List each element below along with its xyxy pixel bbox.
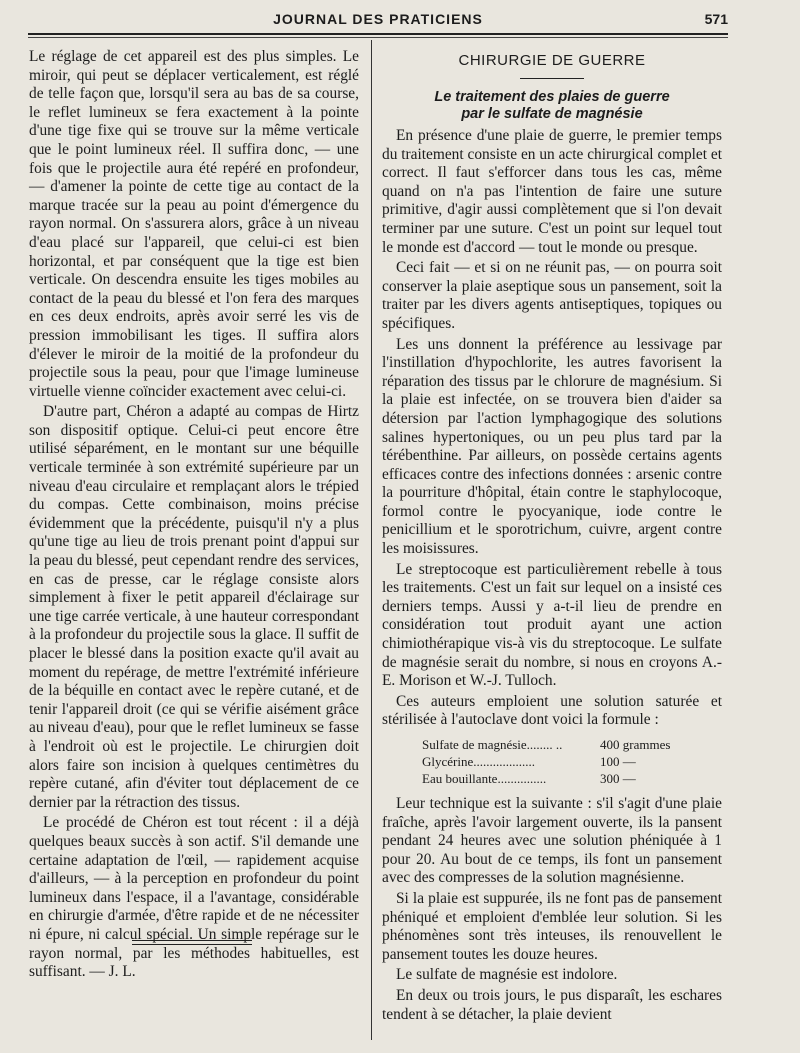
formula-row	[422, 770, 692, 787]
formula-quantity: 400 grammes	[600, 737, 671, 752]
paragraph: Ces auteurs emploient une solution saturée et stérilisée à l'autoclave dont voici la formule :	[382, 692, 722, 729]
formula-ingredient: Sulfate de magnésie........ ..	[422, 737, 563, 752]
right-column	[382, 52, 722, 1026]
formula-ingredient: Glycérine...................	[422, 754, 536, 769]
article-title-line: par le sulfate de magnésie	[461, 106, 643, 122]
paragraph: En deux ou trois jours, le pus disparaît, les eschares tendent à se détacher, la plaie devient	[382, 986, 722, 1023]
header-rule	[28, 33, 728, 38]
paragraph: Les uns donnent la préférence au lessivage par l'instillation d'hypochlorite, les autres favorisent la réparation des tissus par le chlorure de magnésium. Si la plaie est infectée, on se trouvera bien d'aider sa détersion par l'action lymphagogique des solutions salines hypertoniques, ou un peu plus tard par la térébenthine. Par ailleurs, on possède certains agents efficaces contre des infections données : arsenic contre la pourriture d'hôpital, étain contre le staphylocoque, formol contre le pyocyanique, iode contre le penicillium et le sporotrichum, cuivre, argent contre les moisissures.	[382, 335, 722, 558]
formula-quantity: 300 —	[600, 771, 636, 786]
paragraph: Leur technique est la suivante : s'il s'agit d'une plaie fraîche, après l'avoir largement ouverte, ils la pansent pendant 24 heures avec une solution phéniquée à 1 pour 20. Au bout de ce temps, ils font un pansement avec des compresses de la solution magnésienne.	[382, 795, 722, 887]
formula-ingredient: Eau bouillante...............	[422, 771, 547, 786]
paragraph: Le réglage de cet appareil est des plus simples. Le miroir, qui peut se déplacer verticalement, est réglé de telle façon que, lorsqu'il sera au bas de sa course, le reflet lumineux se fera exactement à la pointe d'une tige fixe qui se trouve sur la même verticale que le point lumineux réel. Il suffira donc, — une fois que le projectile aura été repéré en profondeur, — d'amener la pointe de cette tige au contact de la marque tracée sur la peau au point d'émergence du rayon normal. On s'assurera alors, grâce à un niveau d'eau placé sur l'appareil, que celui-ci est bien horizontal, et par conséquent que la tige est bien verticale. On descendra ensuite les tiges mobiles au contact de la peau du blessé et l'on fera des marques en ces deux endroits, après avoir serré les vis de pression immobilisant les tiges. Il suffira alors d'élever le miroir de la moitié de la profondeur du projectile sous la peau, pour que l'image lumineuse virtuelle vienne coïncider exactement avec celui-ci.	[29, 48, 359, 400]
paragraph: Si la plaie est suppurée, ils ne font pas de pansement phéniqué et emploient d'emblée leur solution. Si les phénomènes sont très inteuses, ils renouvellent le pansement toutes les douze heures.	[382, 889, 722, 963]
page-number: 571	[704, 11, 728, 27]
formula-quantity: 100 —	[600, 754, 636, 769]
end-of-article-rule	[132, 940, 252, 948]
formula-table	[422, 736, 692, 787]
paragraph: D'autre part, Chéron a adapté au compas de Hirtz son dispositif optique. Celui-ci peut encore être utilisé séparément, en le montant sur une béquille verticale terminée à son extrémité supérieure par un niveau d'eau circulaire et remplaçant alors le trépied du compas. Cette combinaison, moins précise évidemment que la précédente, puisqu'il n'y a plus qu'une tige au lieu de trois prenant point d'appui sur la peau du blessé, peut cependant rendre des services, en cas de presse, car le réglage consiste alors simplement à fixer le petit appareil d'éclairage sur une tige carrée verticale, à une hauteur correspondant à la profondeur du projectile sous la glace. Il suffit de placer le blessé dans la position exacte qu'il avait au moment du repérage, de mettre l'extrémité inférieure de la béquille en contact avec le repère cutané, et de tenir l'appareil droit (ce qui se vérifie aisément grâce au niveau d'eau), pour que le reflet lumineux se fasse à l'endroit où est le projectile. Le chirurgien doit alors faire son incision à quelques centimètres du repère cutané, afin d'éviter tout déplacement de ce dernier par la rétraction des tissus.	[29, 403, 359, 811]
section-rule	[520, 78, 584, 79]
article-title-line: Le traitement des plaies de guerre	[434, 89, 670, 105]
journal-title: JOURNAL DES PRATICIENS	[273, 11, 483, 27]
formula-row	[422, 753, 692, 770]
section-title: CHIRURGIE DE GUERRE	[458, 52, 646, 69]
paragraph: Le streptocoque est particulièrement rebelle à tous les traitements. C'est un fait sur lequel on a insisté ces derniers temps. Aussi y a-t-il lieu de prendre en considération tout produit ayant une action chimiothérapique vis-à vis du streptocoque. Le sulfate de magnésie serait du nombre, si nous en croyons A.-E. Morison et W.-J. Tulloch.	[382, 560, 722, 690]
column-divider	[371, 40, 372, 1040]
paragraph: Le sulfate de magnésie est indolore.	[396, 966, 618, 984]
paragraph: Ceci fait — et si on ne réunit pas, — on pourra soit conserver la plaie aseptique sous un pansement, soit la traiter par les divers agents antiseptiques, topiques ou spécifiques.	[382, 259, 722, 332]
paragraph: Le procédé de Chéron est tout récent : il a déjà quelques beaux succès à son actif. S'il demande une certaine adaptation de l'œil, — rapidement acquise d'ailleurs, — à la perception en profondeur du point lumineux dans l'espace, il a l'avantage, considérable en chirurgie d'armée, d'être rapide et de ne nécessiter ni épure, ni calcul spécial. Un simple repérage sur le rayon normal, par les méthodes habituelles, est suffisant. — J. L.	[29, 814, 359, 981]
paragraph: En présence d'une plaie de guerre, le premier temps du traitement consiste en un acte chirurgical complet et correct. Il faut s'efforcer dans tous les cas, même quand on n'a pas l'intention de faire une suture primitive, d'agir aussi complètement que si l'on devait terminer par une suture. C'est un point sur lequel tout le monde est d'accord — tout le monde ou presque.	[382, 127, 722, 256]
page-header	[28, 8, 728, 34]
article-title	[382, 89, 722, 123]
left-column	[29, 48, 359, 984]
formula-row	[422, 736, 692, 753]
